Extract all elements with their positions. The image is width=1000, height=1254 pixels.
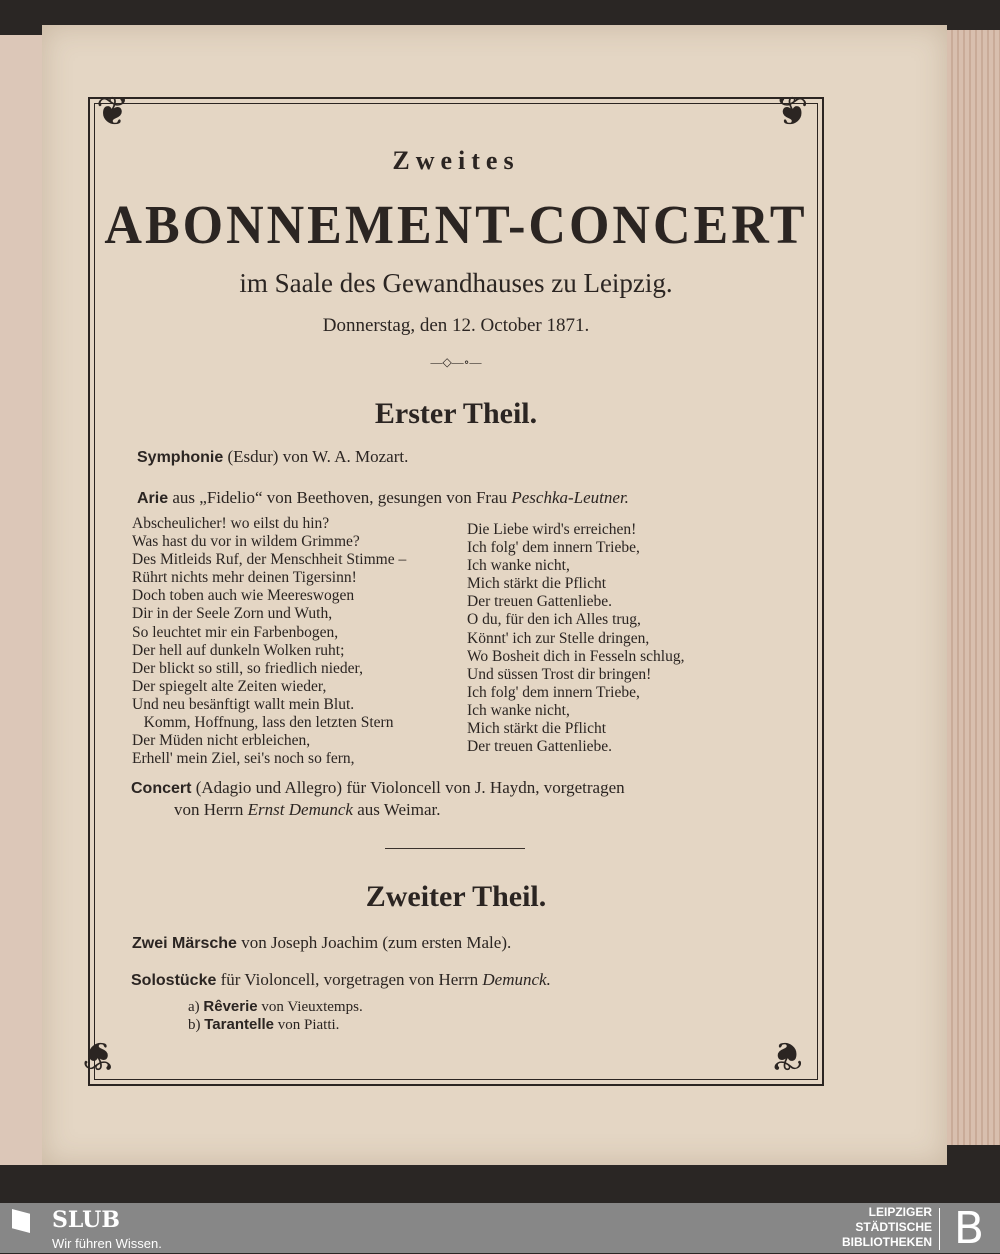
slub-tagline: Wir führen Wissen. [52,1236,162,1251]
verse-line: Was hast du vor in wildem Grimme? [132,533,360,551]
subitem-a [188,998,363,1016]
verse-line: Ich folg' dem innern Triebe, [467,539,640,557]
program-item-arie [137,488,629,508]
verse-line: Könnt' ich zur Stelle dringen, [467,629,650,647]
work-details: von Piatti. [277,1017,340,1033]
work-details: (Esdur) von W. A. Mozart. [227,447,409,466]
verse-line: Ich wanke nicht, [467,701,570,719]
verse-line: Und neu besänftigt wallt mein Blut. [132,695,355,713]
program-item-solostuecke [131,970,551,990]
logo-line: STÄDTISCHE [855,1220,932,1234]
verse-line: Doch toben auch wie Meereswogen [132,587,355,605]
verse-line: Rührt nichts mehr deinen Tigersinn! [132,569,357,587]
lsb-logo-text[interactable] [842,1205,932,1250]
verse-line: Ich folg' dem innern Triebe, [467,683,640,701]
work-title: Tarantelle [204,1016,274,1033]
work-title: Rêverie [203,998,258,1015]
verse-line: Und süssen Trost dir bringen! [467,665,652,683]
program-item-maersche [132,933,511,953]
corner-ornament-icon: ❦ [775,89,809,134]
work-details: (Adagio und Allegro) für Violoncell von J. Haydn, vorgetragen [195,778,625,797]
subitem-b [188,1016,339,1034]
verse-line: Die Liebe wird's erreichen! [467,521,637,538]
verse-line: Komm, Hoffnung, lass den letzten Stern [132,714,394,732]
work-title: Zwei Märsche [132,935,237,952]
verse-line: Ich wanke nicht, [467,557,570,575]
slub-logo[interactable]: SLUB [52,1207,120,1233]
verse-line: Der Müden nicht erbleichen, [132,732,311,750]
part2-heading: Zweiter Theil. [365,880,547,913]
logo-divider [939,1208,940,1250]
work-title: Concert [131,780,192,797]
corner-ornament-icon: ❦ [770,1033,804,1078]
verse-line: Mich stärkt die Pflicht [467,720,607,738]
work-title: Symphonie [137,449,224,466]
book-icon [12,1209,30,1233]
corner-ornament-icon: ❦ [82,1033,116,1078]
label: a) [188,999,200,1015]
text: von Herrn [174,800,244,819]
verse-line: Der blickt so still, so friedlich nieder, [132,659,363,677]
footer-bar [0,1203,1000,1253]
program-item-concert [131,778,625,798]
verse-line: Dir in der Seele Zorn und Wuth, [132,605,333,623]
verse-left [132,515,406,768]
verse-line: Erhell' mein Ziel, sei's noch so fern, [132,750,355,768]
venue: im Saale des Gewandhauses zu Leipzig. [239,268,673,298]
work-details: für Violoncell, vorgetragen von Herrn [220,970,479,989]
work-details: von Vieuxtemps. [261,999,363,1015]
text: aus Weimar. [357,800,441,819]
logo-line: BIBLIOTHEKEN [842,1235,932,1249]
logo-line: LEIPZIGER [868,1205,932,1219]
performer: Ernst Demunck [247,800,353,819]
date: Donnerstag, den 12. October 1871. [322,315,590,336]
left-page-edge [0,35,46,1165]
kicker: Zweites [392,146,520,175]
verse-line: Mich stärkt die Pflicht [467,575,607,593]
verse-line: Der treuen Gattenliebe. [467,738,613,756]
work-title: Arie [137,490,169,507]
work-details: von Joseph Joachim (zum ersten Male). [241,933,512,952]
work-details: aus „Fidelio“ von Beethoven, gesungen von Frau [172,488,508,507]
lsb-mark-icon: B [953,1203,984,1254]
performer: Peschka-Leutner. [511,488,629,507]
verse-line: Abscheulicher! wo eilst du hin? [132,515,330,532]
part1-heading: Erster Theil. [374,397,538,430]
verse-line: Wo Bosheit dich in Fesseln schlug, [467,647,685,665]
verse-line: So leuchtet mir ein Farbenbogen, [132,623,339,641]
verse-right [467,521,684,756]
verse-line: Der hell auf dunkeln Wolken ruht; [132,641,345,659]
program-item-concert-line2 [174,800,441,820]
corner-ornament-icon: ❦ [96,89,130,134]
divider-ornament-icon: —◇—∘— [430,355,482,369]
program-item-symphonie [137,447,408,467]
verse-line: Der spiegelt alte Zeiten wieder, [132,677,327,695]
section-divider [385,848,525,849]
label: b) [188,1017,201,1033]
verse-line: O du, für den ich Alles trug, [467,611,641,629]
verse-line: Der treuen Gattenliebe. [467,593,613,611]
performer: Demunck. [482,970,551,989]
work-title: Solostücke [131,972,217,989]
page-title: ABONNEMENT-CONCERT [104,195,808,256]
verse-line: Des Mitleids Ruf, der Menschheit Stimme – [132,551,407,569]
